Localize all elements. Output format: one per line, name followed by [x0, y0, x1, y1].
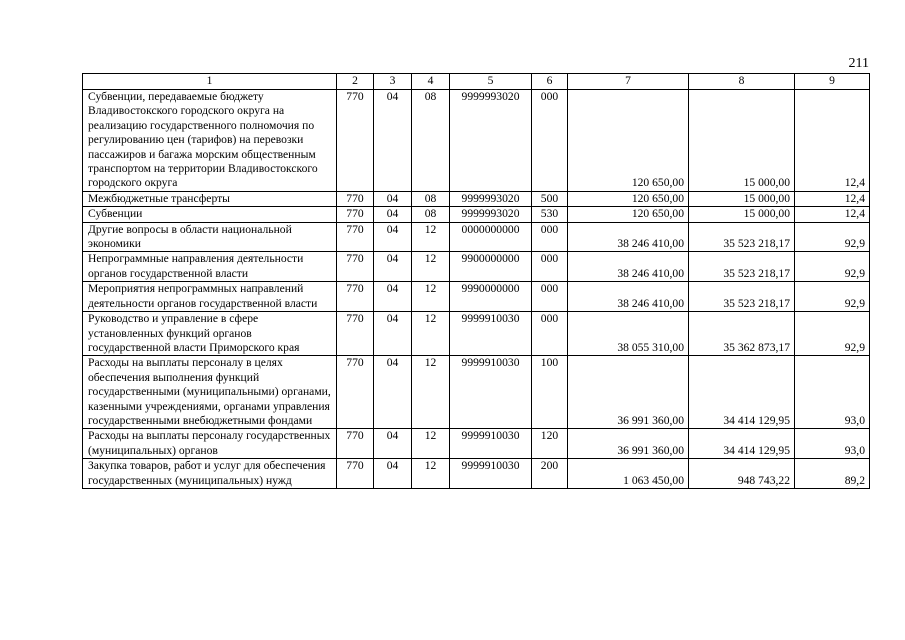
header-row — [83, 74, 870, 90]
cell-target-article: 9900000000 — [450, 252, 532, 282]
cell-ministry: 770 — [337, 90, 374, 192]
cell-target-article: 0000000000 — [450, 222, 532, 252]
cell-planned: 38 055 310,00 — [568, 312, 689, 356]
cell-section: 04 — [374, 191, 412, 206]
cell-percent: 92,9 — [795, 282, 870, 312]
cell-planned: 36 991 360,00 — [568, 356, 689, 429]
row-name: Мероприятия непрограммных направлений деятельности органов государственной власти — [83, 282, 337, 312]
cell-percent: 12,4 — [795, 191, 870, 206]
row-name: Непрограммные направления деятельности органов государственной власти — [83, 252, 337, 282]
cell-subsection: 12 — [412, 282, 450, 312]
cell-section: 04 — [374, 459, 412, 489]
cell-subsection: 12 — [412, 312, 450, 356]
cell-subsection: 12 — [412, 222, 450, 252]
row-name: Субвенции — [83, 207, 337, 222]
cell-expense-type: 000 — [532, 312, 568, 356]
page-number: 211 — [848, 56, 869, 71]
cell-section: 04 — [374, 282, 412, 312]
cell-section: 04 — [374, 312, 412, 356]
cell-planned: 38 246 410,00 — [568, 252, 689, 282]
cell-subsection: 12 — [412, 356, 450, 429]
cell-expense-type: 120 — [532, 429, 568, 459]
cell-expense-type: 000 — [532, 282, 568, 312]
cell-percent: 93,0 — [795, 356, 870, 429]
cell-percent: 89,2 — [795, 459, 870, 489]
cell-ministry: 770 — [337, 312, 374, 356]
cell-executed: 34 414 129,95 — [689, 429, 795, 459]
table-row — [83, 282, 870, 312]
cell-percent: 92,9 — [795, 252, 870, 282]
cell-target-article: 9999993020 — [450, 191, 532, 206]
cell-planned: 1 063 450,00 — [568, 459, 689, 489]
table-row — [83, 90, 870, 192]
cell-section: 04 — [374, 252, 412, 282]
row-name: Другие вопросы в области национальной экономики — [83, 222, 337, 252]
cell-planned: 120 650,00 — [568, 90, 689, 192]
cell-percent: 93,0 — [795, 429, 870, 459]
budget-table — [82, 73, 870, 489]
header-col-1: 1 — [83, 74, 337, 90]
cell-ministry: 770 — [337, 191, 374, 206]
cell-planned: 36 991 360,00 — [568, 429, 689, 459]
table-body — [83, 90, 870, 489]
cell-subsection: 08 — [412, 207, 450, 222]
cell-section: 04 — [374, 429, 412, 459]
cell-ministry: 770 — [337, 429, 374, 459]
cell-target-article: 9999910030 — [450, 429, 532, 459]
header-col-5: 5 — [450, 74, 532, 90]
cell-executed: 35 362 873,17 — [689, 312, 795, 356]
row-name: Субвенции, передаваемые бюджету Владивостокского городского округа на реализацию государственного полномочия по регулированию цен (тарифов) на перевозки пассажиров и багажа морским общественным транспортом на территории Владивостокского городского округа — [83, 90, 337, 192]
cell-executed: 15 000,00 — [689, 90, 795, 192]
cell-planned: 120 650,00 — [568, 207, 689, 222]
header-col-4: 4 — [412, 74, 450, 90]
cell-ministry: 770 — [337, 459, 374, 489]
cell-subsection: 12 — [412, 459, 450, 489]
cell-section: 04 — [374, 90, 412, 192]
header-col-3: 3 — [374, 74, 412, 90]
cell-ministry: 770 — [337, 282, 374, 312]
cell-expense-type: 500 — [532, 191, 568, 206]
header-col-6: 6 — [532, 74, 568, 90]
header-col-2: 2 — [337, 74, 374, 90]
cell-subsection: 12 — [412, 429, 450, 459]
cell-target-article: 9999910030 — [450, 356, 532, 429]
cell-target-article: 9999910030 — [450, 459, 532, 489]
cell-subsection: 08 — [412, 90, 450, 192]
cell-subsection: 08 — [412, 191, 450, 206]
table-row — [83, 207, 870, 222]
cell-ministry: 770 — [337, 222, 374, 252]
cell-section: 04 — [374, 222, 412, 252]
cell-executed: 34 414 129,95 — [689, 356, 795, 429]
cell-percent: 92,9 — [795, 222, 870, 252]
cell-section: 04 — [374, 356, 412, 429]
table-row — [83, 356, 870, 429]
cell-executed: 35 523 218,17 — [689, 282, 795, 312]
header-col-7: 7 — [568, 74, 689, 90]
cell-section: 04 — [374, 207, 412, 222]
cell-ministry: 770 — [337, 356, 374, 429]
row-name: Межбюджетные трансферты — [83, 191, 337, 206]
row-name: Закупка товаров, работ и услуг для обеспечения государственных (муниципальных) нужд — [83, 459, 337, 489]
cell-target-article: 9999993020 — [450, 207, 532, 222]
cell-percent: 12,4 — [795, 90, 870, 192]
header-col-8: 8 — [689, 74, 795, 90]
cell-planned: 38 246 410,00 — [568, 222, 689, 252]
table-row — [83, 191, 870, 206]
cell-expense-type: 200 — [532, 459, 568, 489]
cell-percent: 92,9 — [795, 312, 870, 356]
cell-expense-type: 000 — [532, 90, 568, 192]
table-row — [83, 252, 870, 282]
cell-executed: 35 523 218,17 — [689, 252, 795, 282]
table-row — [83, 429, 870, 459]
row-name: Руководство и управление в сфере установленных функций органов государственной власти Приморского края — [83, 312, 337, 356]
cell-subsection: 12 — [412, 252, 450, 282]
table-row — [83, 459, 870, 489]
cell-ministry: 770 — [337, 207, 374, 222]
header-col-9: 9 — [795, 74, 870, 90]
table-row — [83, 312, 870, 356]
cell-expense-type: 000 — [532, 252, 568, 282]
cell-planned: 38 246 410,00 — [568, 282, 689, 312]
cell-executed: 15 000,00 — [689, 207, 795, 222]
cell-expense-type: 530 — [532, 207, 568, 222]
cell-ministry: 770 — [337, 252, 374, 282]
cell-planned: 120 650,00 — [568, 191, 689, 206]
cell-executed: 948 743,22 — [689, 459, 795, 489]
table-row — [83, 222, 870, 252]
row-name: Расходы на выплаты персоналу государственных (муниципальных) органов — [83, 429, 337, 459]
table-header — [83, 74, 870, 90]
cell-target-article: 9990000000 — [450, 282, 532, 312]
cell-target-article: 9999910030 — [450, 312, 532, 356]
cell-expense-type: 000 — [532, 222, 568, 252]
cell-executed: 35 523 218,17 — [689, 222, 795, 252]
cell-target-article: 9999993020 — [450, 90, 532, 192]
cell-expense-type: 100 — [532, 356, 568, 429]
cell-executed: 15 000,00 — [689, 191, 795, 206]
cell-percent: 12,4 — [795, 207, 870, 222]
row-name: Расходы на выплаты персоналу в целях обеспечения выполнения функций государственными (муниципальными) органами, казенными учреждениями, органами управления государственными внебюджетными фондами — [83, 356, 337, 429]
